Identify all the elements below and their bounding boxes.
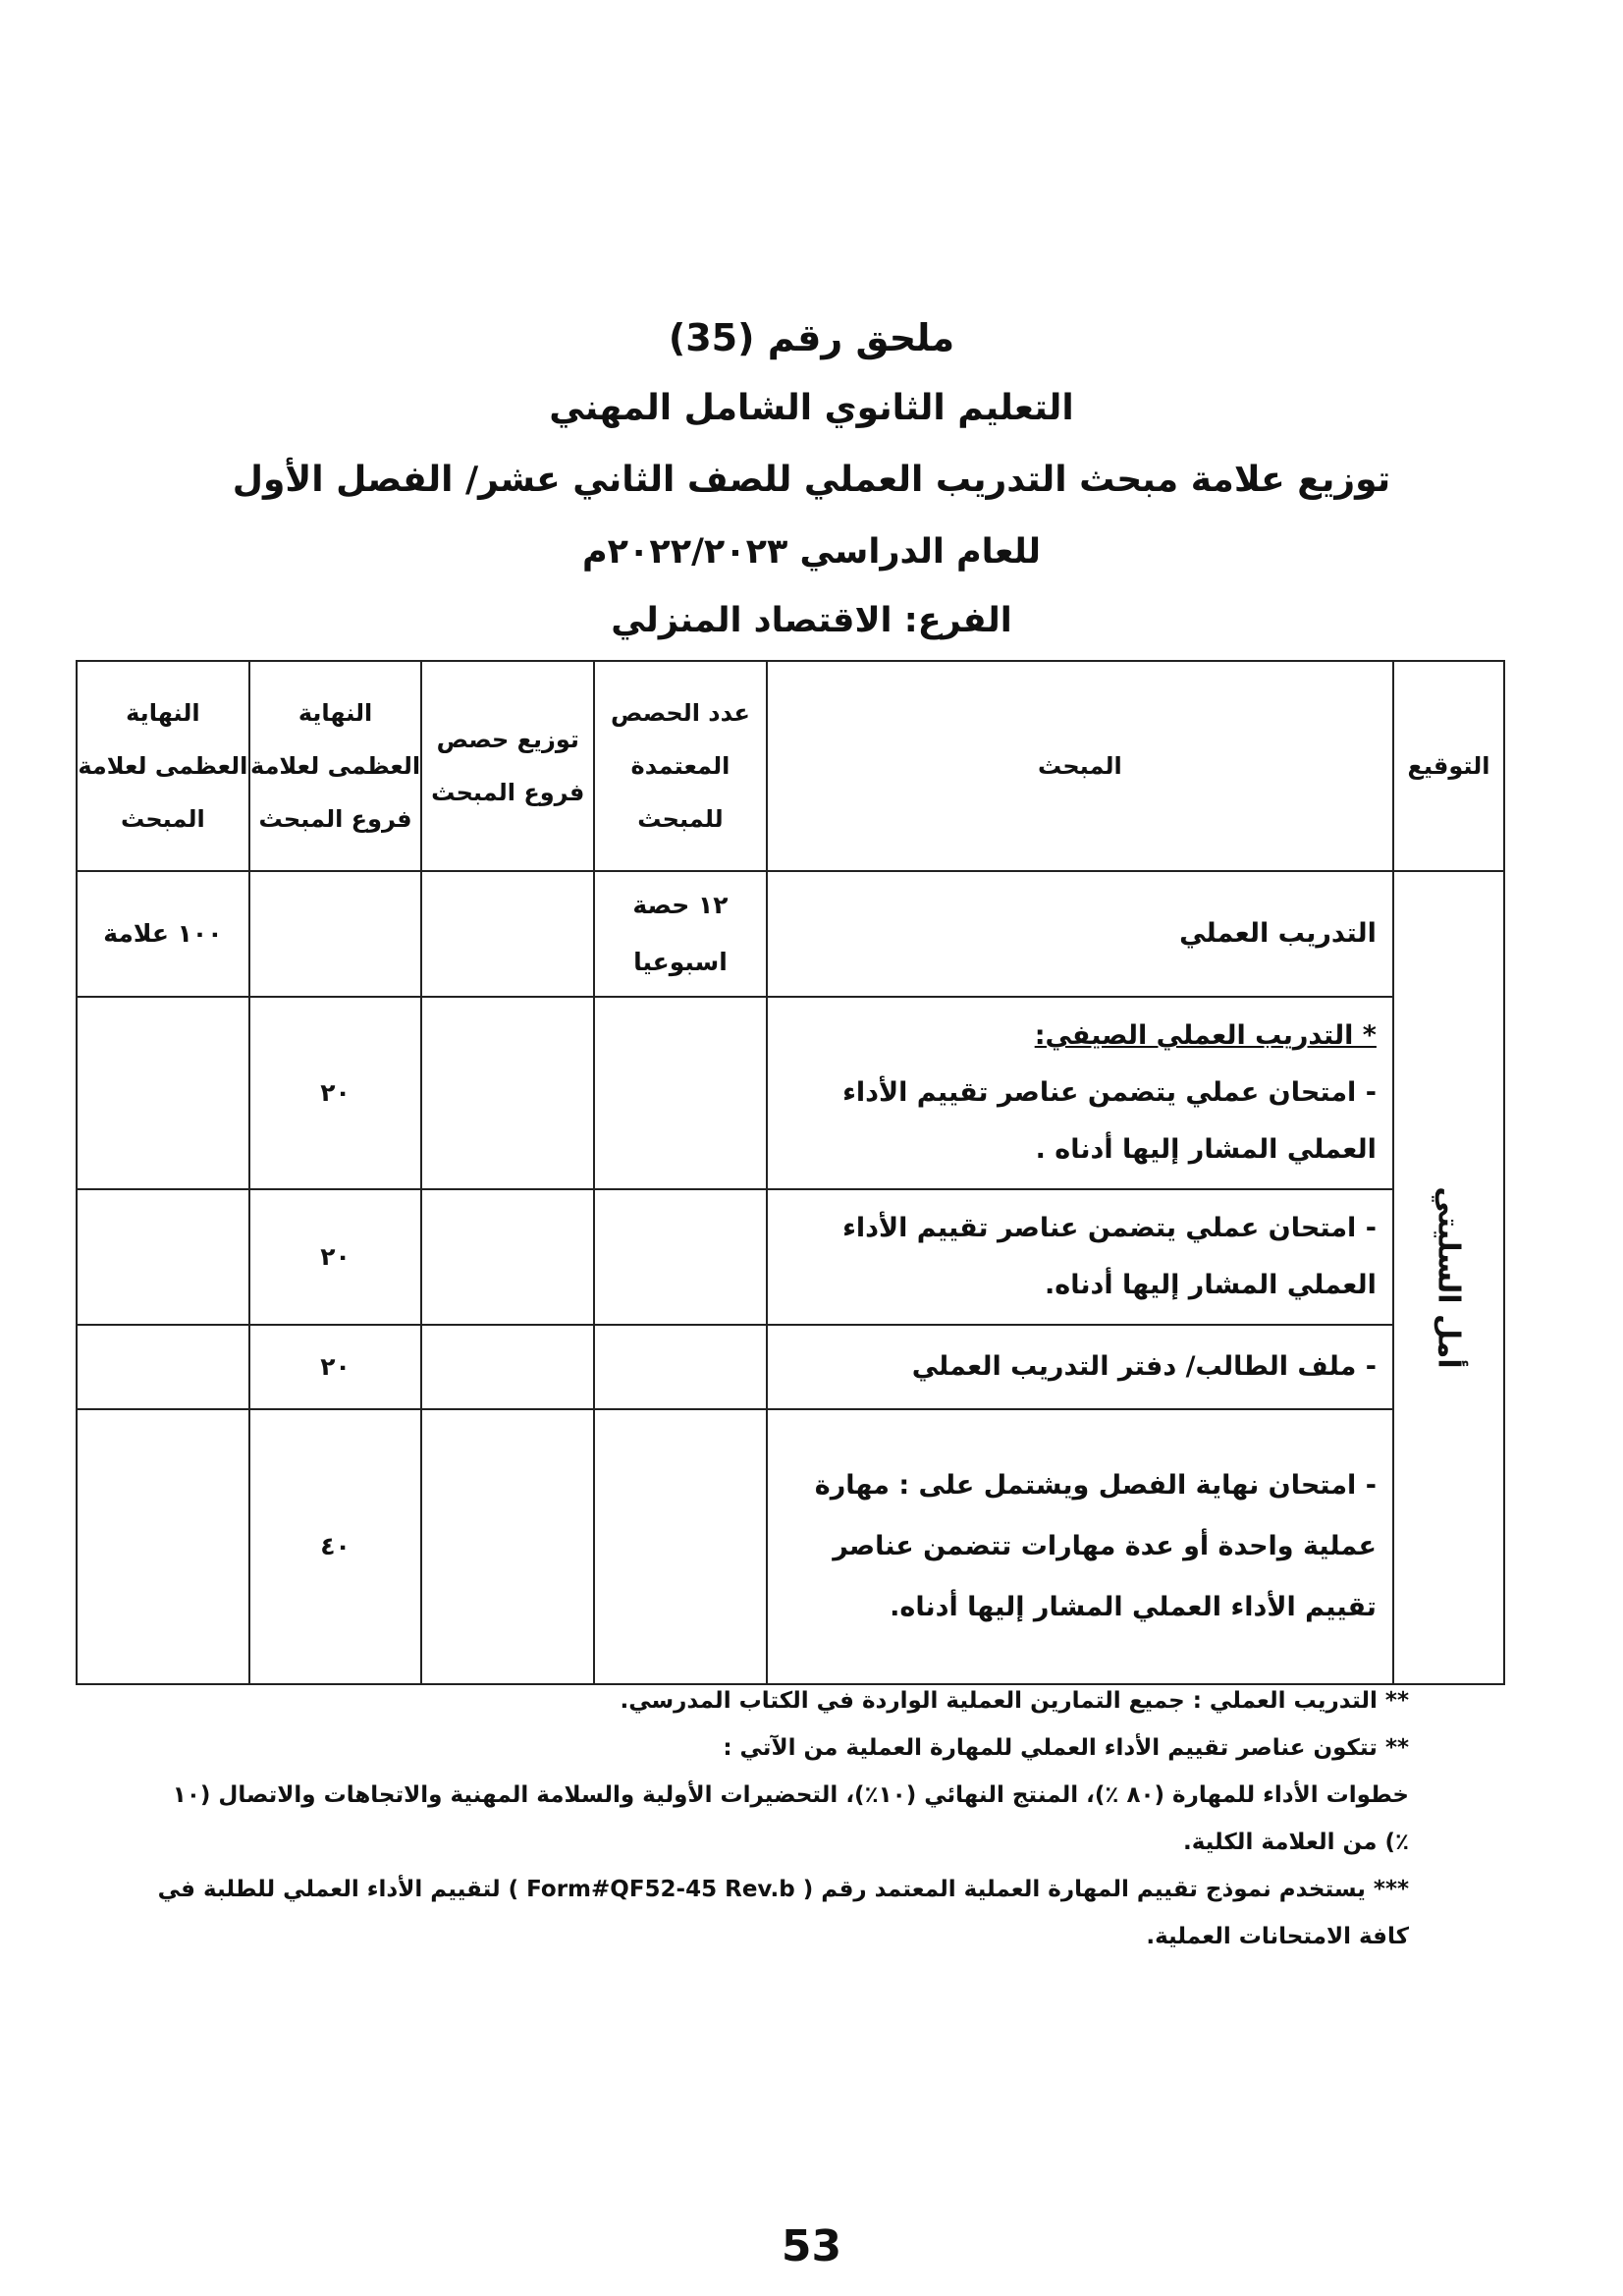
distribution-cell — [421, 1189, 594, 1325]
col-header-distribution: توزيع حصص فروع المبحث — [421, 661, 594, 871]
branch-title: الفرع: الاقتصاد المنزلي — [611, 601, 1012, 640]
subject-max-cell — [77, 1409, 249, 1684]
distribution-cell — [421, 1325, 594, 1409]
branch-max-cell: ٢٠ — [249, 1325, 422, 1409]
academic-year: للعام الدراسي ٢٠٢٢/٢٠٢٣م — [581, 532, 1042, 572]
footnote: *** يستخدم نموذج تقييم المهارة العملية المعتمد رقم ( Form#QF52-45 Rev.b ) لتقييم الأداء العملي للطلبة في كافة الامتحانات العملية. — [157, 1877, 1409, 1949]
table-row — [77, 871, 1504, 997]
subject-cell: - امتحان عملي يتضمن عناصر تقييم الأداء العملي المشار إليها أدناه. — [767, 1189, 1393, 1325]
col-header-sessions: عدد الحصص المعتمدة للمبحث — [594, 661, 767, 871]
subject-cell: - امتحان نهاية الفصل ويشتمل على : مهارة عملية واحدة أو عدة مهارات تتضمن عناصر تقييم الأداء العملي المشار إليها أدناه. — [767, 1409, 1393, 1684]
program-title: التعليم الثانوي الشامل المهني — [549, 388, 1074, 428]
table-header-row — [77, 661, 1504, 871]
distribution-cell — [421, 1409, 594, 1684]
branch-max-cell — [249, 871, 422, 997]
table-row — [77, 1189, 1504, 1325]
subject-max-cell: ١٠٠ علامة — [77, 871, 249, 997]
signature-cell — [1393, 871, 1504, 1684]
col-header-branch-max: النهاية العظمى لعلامة فروع المبحث — [249, 661, 422, 871]
subject-item: - امتحان عملي يتضمن عناصر تقييم الأداء العملي المشار إليها أدناه . — [842, 1077, 1377, 1165]
subject-cell: التدريب العملي — [767, 871, 1393, 997]
col-header-subject: المبحث — [767, 661, 1393, 871]
summer-training-heading: * التدريب العملي الصيفي: — [1034, 1020, 1377, 1051]
subject-max-cell — [77, 1189, 249, 1325]
branch-max-cell: ٢٠ — [249, 1189, 422, 1325]
col-header-subject-max: النهاية العظمى لعلامة المبحث — [77, 661, 249, 871]
sessions-cell — [594, 1189, 767, 1325]
footnotes — [157, 1677, 1409, 1960]
col-header-signature: التوقيع — [1393, 661, 1504, 871]
sessions-cell: ١٢ حصة اسبوعيا — [594, 871, 767, 997]
signature-name: أمل السليتي — [1431, 1186, 1466, 1369]
distribution-title: توزيع علامة مبحث التدريب العملي للصف الثاني عشر/ الفصل الأول — [232, 460, 1391, 500]
table-row — [77, 997, 1504, 1189]
sessions-cell — [594, 1325, 767, 1409]
distribution-cell — [421, 997, 594, 1189]
subject-cell: - ملف الطالب/ دفتر التدريب العملي — [767, 1325, 1393, 1409]
distribution-cell — [421, 871, 594, 997]
table-row — [77, 1325, 1504, 1409]
footnote: خطوات الأداء للمهارة (٨٠ ٪)، المنتج النهائي (١٠٪)، التحضيرات الأولية والسلامة المهنية والاتجاهات والاتصال (١٠ ٪) من العلامة الكلية. — [172, 1782, 1409, 1855]
subject-max-cell — [77, 1325, 249, 1409]
grade-distribution-table — [76, 660, 1505, 1685]
page-number: 53 — [781, 2221, 842, 2271]
branch-max-cell: ٢٠ — [249, 997, 422, 1189]
sessions-cell — [594, 997, 767, 1189]
footnote: ** التدريب العملي : جميع التمارين العملية الواردة في الكتاب المدرسي. — [620, 1688, 1409, 1714]
footnote: ** تتكون عناصر تقييم الأداء العملي للمهارة العملية من الآتي : — [723, 1735, 1409, 1761]
subject-max-cell — [77, 997, 249, 1189]
appendix-title: ملحق رقم (35) — [668, 316, 955, 359]
sessions-cell — [594, 1409, 767, 1684]
table-row — [77, 1409, 1504, 1684]
subject-cell — [767, 997, 1393, 1189]
branch-max-cell: ٤٠ — [249, 1409, 422, 1684]
